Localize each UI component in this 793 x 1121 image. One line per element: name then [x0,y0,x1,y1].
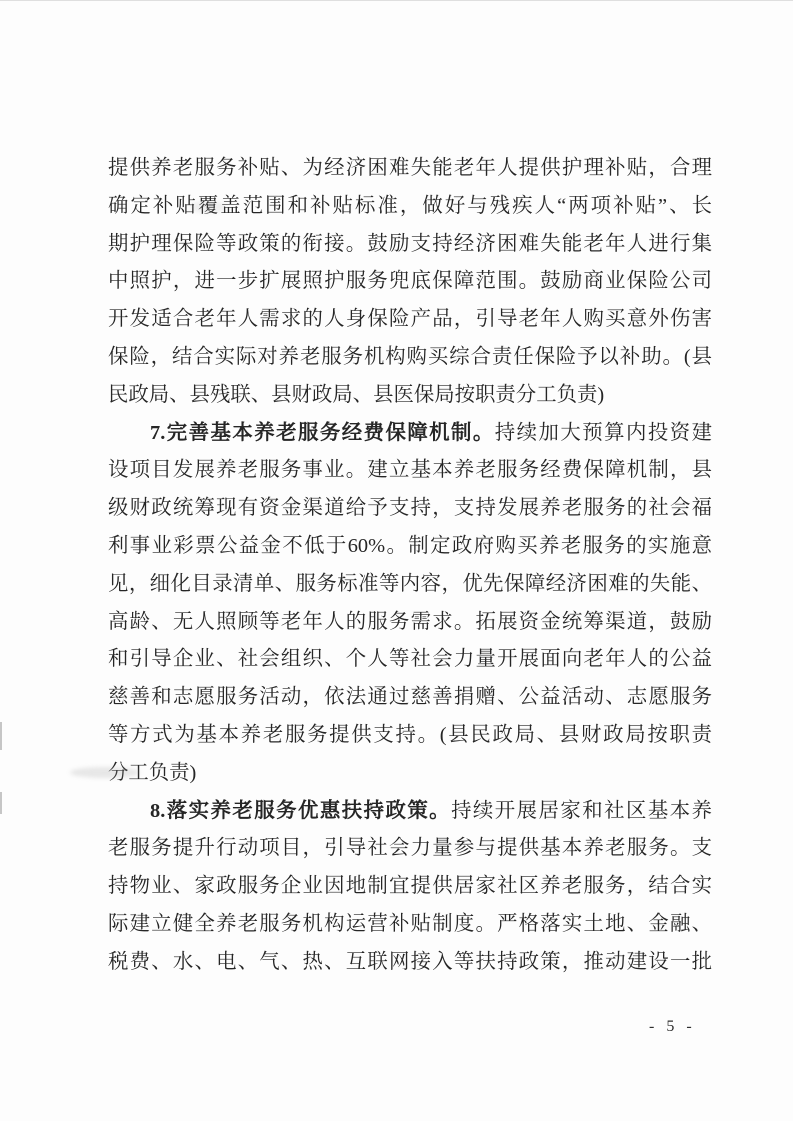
heading-text: 7.完善基本养老服务经费保障机制。 [150,421,495,444]
body-text: 设项目发展养老服务事业。建立基本养老服务经费保障机制，县 [108,459,712,482]
text-line [108,150,712,188]
text-line [108,944,712,982]
body-text: 中照护，进一步扩展照护服务兜底保障范围。鼓励商业保险公司 [108,270,712,293]
text-line [108,339,712,377]
text-line [108,793,712,831]
text-line [108,717,712,755]
body-text: 等方式为基本养老服务提供支持。(县民政局、县财政局按职责 [108,723,712,746]
scan-edge-artifact [0,792,2,814]
text-line [108,301,712,339]
heading-text: 8.落实养老服务优惠扶持政策。 [150,799,452,822]
body-text: 提供养老服务补贴、为经济困难失能老年人提供护理补贴，合理 [108,157,712,179]
document-body [108,150,712,982]
body-text: 持物业、家政服务企业因地制宜提供居家社区养老服务，结合实 [108,875,712,898]
body-text: 利事业彩票公益金不低于60%。制定政府购买养老服务的实施意 [108,534,712,557]
text-line [108,263,712,301]
body-text: 见，细化目录清单、服务标准等内容，优先保障经济困难的失能、 [108,572,712,595]
body-text: 确定补贴覆盖范围和补贴标准，做好与残疾人“两项补贴”、长 [108,194,712,217]
page-number: - 5 - [649,1018,696,1035]
text-line [108,566,712,604]
body-text: 开发适合老年人需求的人身保险产品，引导老年人购买意外伤害 [108,308,712,331]
text-line [108,490,712,528]
body-text: 持续加大预算内投资建 [494,421,712,444]
text-line [108,604,712,642]
body-text: 期护理保险等政策的衔接。鼓励支持经济困难失能老年人进行集 [108,232,712,255]
body-text: 和引导企业、社会组织、个人等社会力量开展面向老年人的公益 [108,648,712,671]
text-line [108,415,712,453]
text-line [108,906,712,944]
text-line [108,755,712,793]
body-text: 税费、水、电、气、热、互联网接入等扶持政策，推动建设一批 [108,950,712,973]
text-line [108,679,712,717]
scan-edge-line [0,0,793,1]
body-text: 保险，结合实际对养老服务机构购买综合责任保险予以补助。(县 [108,345,712,368]
body-text: 际建立健全养老服务机构运营补贴制度。严格落实土地、金融、 [108,912,712,935]
text-line [108,377,712,415]
body-text: 持续开展居家和社区基本养 [451,799,712,822]
scan-smudge [190,201,226,213]
body-text: 慈善和志愿服务活动，依法通过慈善捐赠、公益活动、志愿服务 [108,686,712,709]
paragraph [108,415,712,793]
text-line [108,830,712,868]
body-text: 级财政统筹现有资金渠道给予支持，支持发展养老服务的社会福 [108,497,712,520]
text-line [108,641,712,679]
text-line [108,528,712,566]
paragraph [108,793,712,982]
text-line [108,226,712,264]
scan-smudge [70,767,140,778]
body-text: 老服务提升行动项目，引导社会力量参与提供基本养老服务。支 [108,837,712,860]
text-line [108,452,712,490]
body-text: 民政局、县残联、县财政局、县医保局按职责分工负责) [108,383,605,406]
scan-edge-artifact [0,722,2,750]
body-text: 高龄、无人照顾等老年人的服务需求。拓展资金统筹渠道，鼓励 [108,610,712,633]
body-text: 分工负责) [108,761,197,784]
text-line [108,868,712,906]
paragraph [108,150,712,415]
